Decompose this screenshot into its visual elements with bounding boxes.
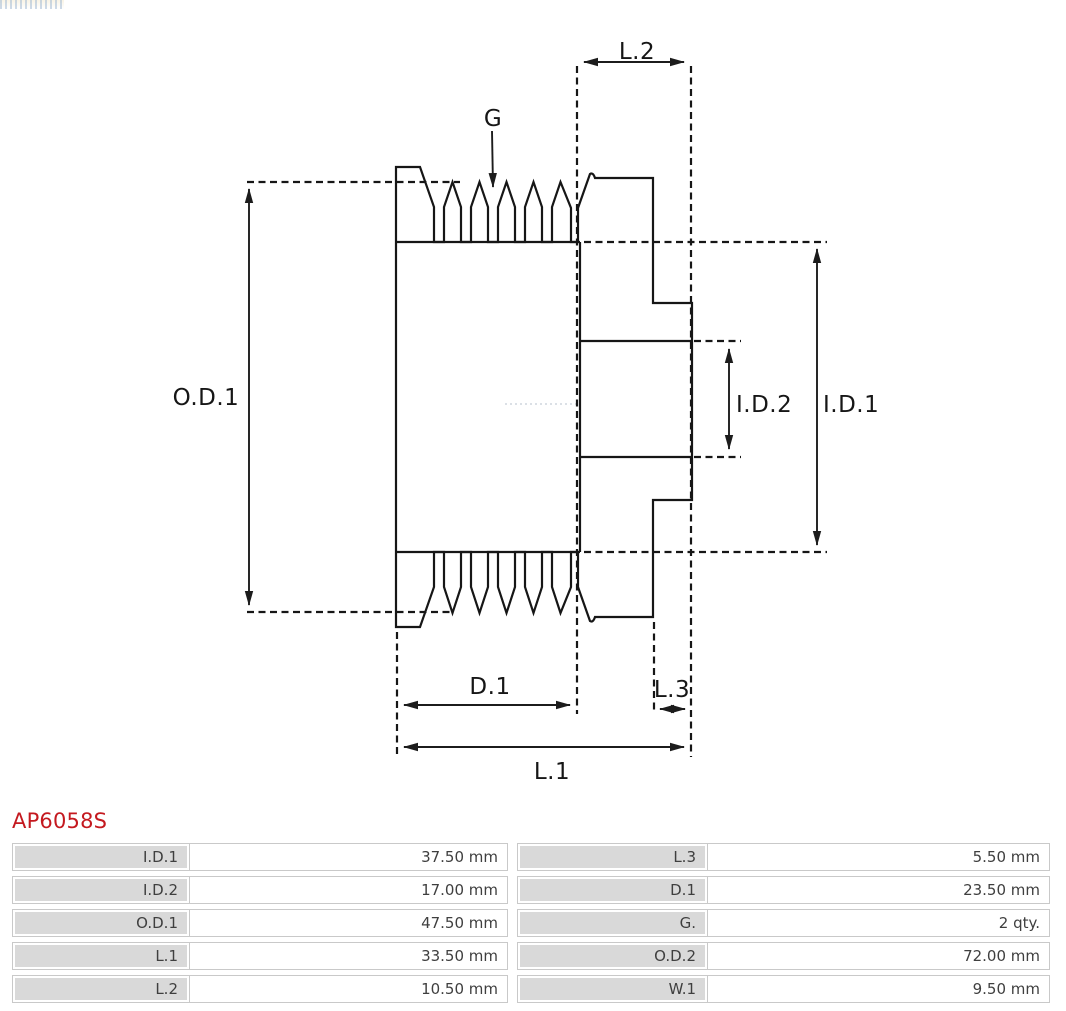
table-row bbox=[12, 909, 508, 937]
spec-value: 72.00 mm bbox=[708, 942, 1050, 970]
spec-value: 37.50 mm bbox=[190, 843, 508, 871]
dim-label-l2: L.2 bbox=[618, 39, 656, 65]
table-row bbox=[517, 876, 1050, 904]
spec-value: 47.50 mm bbox=[190, 909, 508, 937]
spec-label: G. bbox=[517, 909, 708, 937]
spec-label: I.D.2 bbox=[12, 876, 190, 904]
spec-label: L.1 bbox=[12, 942, 190, 970]
spec-tables bbox=[12, 843, 1050, 1008]
table-row bbox=[517, 843, 1050, 871]
spec-value: 5.50 mm bbox=[708, 843, 1050, 871]
table-row bbox=[517, 975, 1050, 1003]
spec-label: O.D.2 bbox=[517, 942, 708, 970]
dim-label-id1: I.D.1 bbox=[823, 392, 880, 418]
spec-value: 33.50 mm bbox=[190, 942, 508, 970]
table-row bbox=[517, 942, 1050, 970]
groove-leader-arrow bbox=[492, 131, 493, 187]
spec-label: W.1 bbox=[517, 975, 708, 1003]
spec-label: O.D.1 bbox=[12, 909, 190, 937]
spec-value: 23.50 mm bbox=[708, 876, 1050, 904]
table-row bbox=[12, 876, 508, 904]
spec-value: 9.50 mm bbox=[708, 975, 1050, 1003]
table-row bbox=[517, 909, 1050, 937]
dim-label-l3: L.3 bbox=[653, 677, 691, 703]
dim-label-d1: D.1 bbox=[469, 674, 511, 700]
table-row bbox=[12, 843, 508, 871]
spec-label: I.D.1 bbox=[12, 843, 190, 871]
table-row bbox=[12, 975, 508, 1003]
spec-label: L.2 bbox=[12, 975, 190, 1003]
dim-label-od1: O.D.1 bbox=[172, 385, 240, 411]
dim-label-l1: L.1 bbox=[533, 759, 571, 785]
spec-table-right bbox=[517, 843, 1050, 1008]
spec-value: 17.00 mm bbox=[190, 876, 508, 904]
spec-label: L.3 bbox=[517, 843, 708, 871]
table-row bbox=[12, 942, 508, 970]
spec-label: D.1 bbox=[517, 876, 708, 904]
part-number: AP6058S bbox=[12, 809, 108, 833]
spec-value: 2 qty. bbox=[708, 909, 1050, 937]
spec-value: 10.50 mm bbox=[190, 975, 508, 1003]
spec-table-left bbox=[12, 843, 508, 1008]
pulley-outline bbox=[396, 167, 692, 627]
dim-label-id2: I.D.2 bbox=[736, 392, 793, 418]
dim-label-g: G bbox=[483, 106, 503, 132]
